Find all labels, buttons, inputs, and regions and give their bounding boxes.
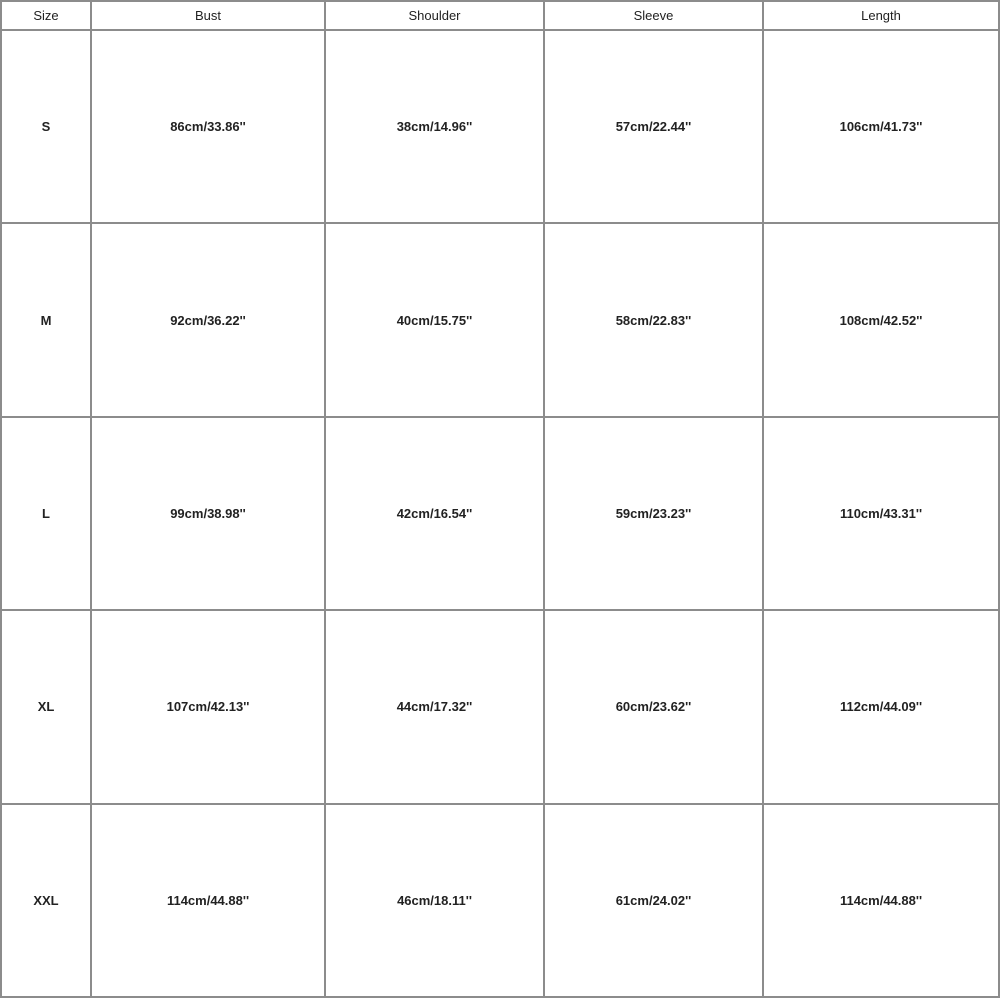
cell-length: 112cm/44.09'' — [763, 610, 999, 803]
cell-size: L — [1, 417, 91, 610]
table-row — [1, 610, 999, 803]
cell-size: M — [1, 223, 91, 416]
cell-sleeve: 58cm/22.83'' — [544, 223, 763, 416]
cell-size: XXL — [1, 804, 91, 997]
header-bust: Bust — [91, 1, 325, 30]
cell-shoulder: 38cm/14.96'' — [325, 30, 544, 223]
cell-sleeve: 59cm/23.23'' — [544, 417, 763, 610]
cell-bust: 86cm/33.86'' — [91, 30, 325, 223]
cell-sleeve: 61cm/24.02'' — [544, 804, 763, 997]
table-row — [1, 417, 999, 610]
header-length: Length — [763, 1, 999, 30]
cell-bust: 92cm/36.22'' — [91, 223, 325, 416]
cell-shoulder: 42cm/16.54'' — [325, 417, 544, 610]
cell-shoulder: 40cm/15.75'' — [325, 223, 544, 416]
cell-bust: 114cm/44.88'' — [91, 804, 325, 997]
cell-length: 114cm/44.88'' — [763, 804, 999, 997]
cell-shoulder: 46cm/18.11'' — [325, 804, 544, 997]
cell-length: 110cm/43.31'' — [763, 417, 999, 610]
header-sleeve: Sleeve — [544, 1, 763, 30]
cell-bust: 99cm/38.98'' — [91, 417, 325, 610]
header-shoulder: Shoulder — [325, 1, 544, 30]
cell-size: XL — [1, 610, 91, 803]
table-row — [1, 804, 999, 997]
cell-sleeve: 60cm/23.62'' — [544, 610, 763, 803]
cell-size: S — [1, 30, 91, 223]
cell-length: 106cm/41.73'' — [763, 30, 999, 223]
cell-bust: 107cm/42.13'' — [91, 610, 325, 803]
cell-shoulder: 44cm/17.32'' — [325, 610, 544, 803]
header-row — [1, 1, 999, 30]
cell-sleeve: 57cm/22.44'' — [544, 30, 763, 223]
header-size: Size — [1, 1, 91, 30]
cell-length: 108cm/42.52'' — [763, 223, 999, 416]
table-row — [1, 30, 999, 223]
table-row — [1, 223, 999, 416]
